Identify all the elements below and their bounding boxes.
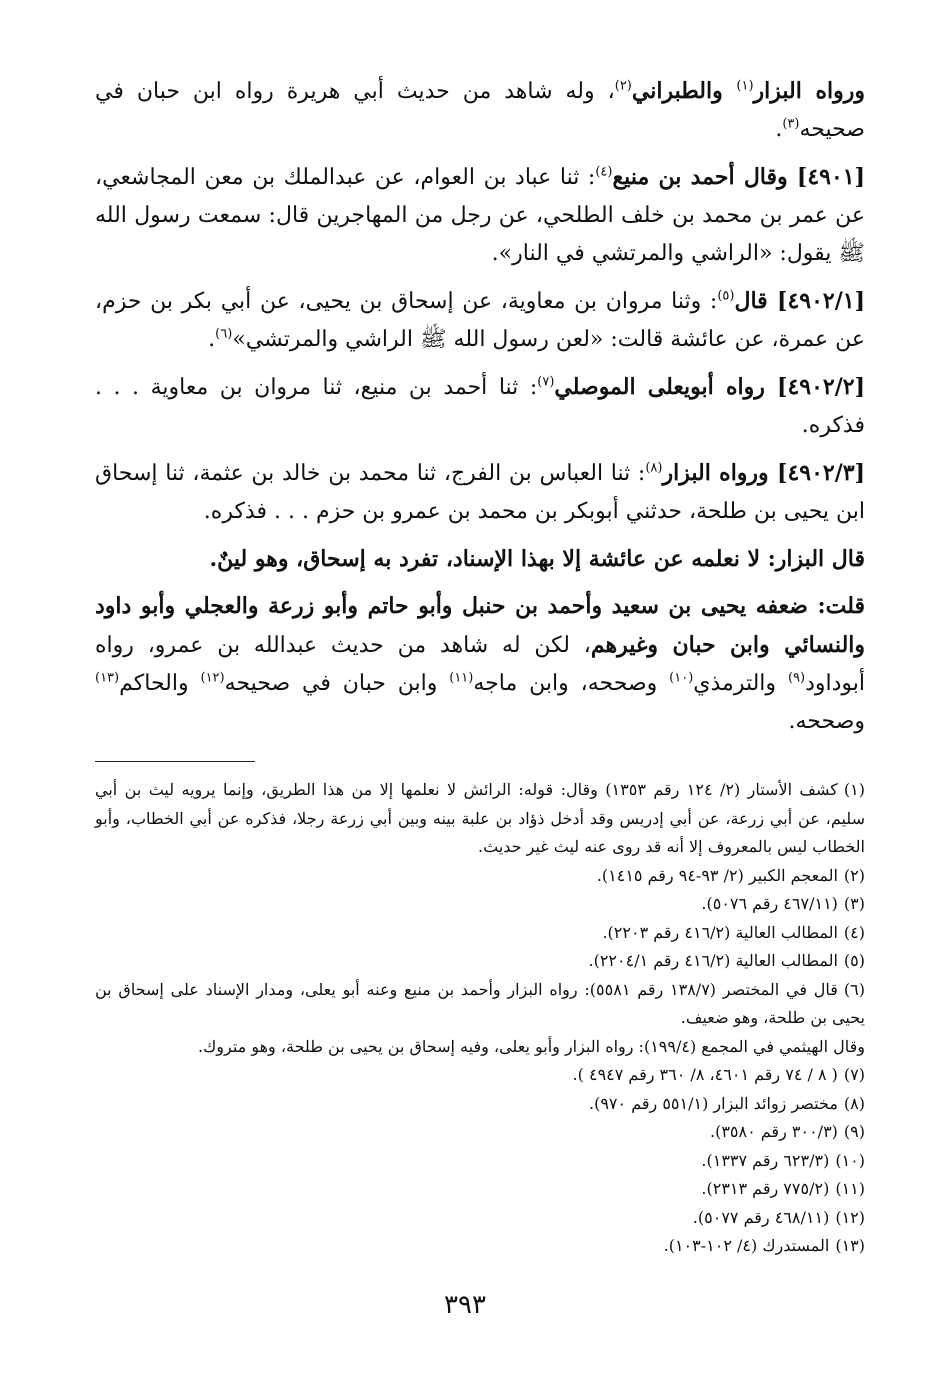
footnote-number: (٤): [843, 922, 865, 942]
paragraph-text: وابن حبان في صحيحه: [224, 671, 450, 696]
footnote-ref: (٦): [215, 326, 233, 342]
footnote-text: (٧٧٥/٢ رقم ٢٣١٣).: [701, 1179, 830, 1198]
footnote-number: (٥): [843, 951, 865, 970]
footnote-item: [95, 976, 865, 1033]
footnote-text: كشف الأستار (٢/ ١٢٤ رقم ١٣٥٣) وقال: قوله: الرائش لا نعلمها إلا من هذا الطريق، وإنما يرويه ليث بن أبي سليم، عن أبي زرعة، عن أبي إدريس وقد أدخل ذؤاد بن علبة بينه وبين أبي زرعة رجلا، فذكره عن أبي الخطاب، وأبو الخطاب ليس بالمعروف إلا أنه قد روى عنه ليث غير حديث.: [95, 780, 865, 856]
footnote-text: المعجم الكبير (٢/ ٩٣-٩٤ رقم ١٤١٥).: [596, 865, 838, 885]
paragraph-text: ، لكن له شاهد من حديث عبدالله بن عمرو، رواه أبوداود: [95, 633, 866, 696]
footnote-item: [95, 1033, 865, 1062]
footnote-item: [95, 919, 865, 948]
footnote-item: [95, 1147, 865, 1176]
footnote-text: قال في المختصر (١٣٨/٧ رقم ٥٥٨١): رواه البزار وأحمد بن منيع وعنه أبو يعلى، ومدار الإسناد على إسحاق بن يحيى بن طلحة، وهو ضعيف.: [95, 979, 865, 1027]
footnote-item: [95, 1232, 865, 1261]
hadith-number: [٤٩٠١]: [787, 164, 865, 190]
footnote-number: (٦): [843, 979, 866, 999]
paragraph-1: [95, 72, 865, 149]
narrator-lead: ورواه البزار: [662, 460, 769, 486]
footnote-text: المطالب العالية (٤١٦/٢ رقم ٢٢٠٤/١).: [588, 951, 838, 970]
footnote-divider: [95, 761, 255, 762]
footnote-text: ( ٨ / ٧٤ رقم ٤٦٠١، ٨/ ٣٦٠ رقم ٤٩٤٧ ).: [572, 1065, 838, 1084]
footnote-ref: (١٢): [200, 670, 225, 686]
footnote-item: [95, 1118, 865, 1147]
hadith-text: : ثنا أحمد بن منيع، ثنا مروان بن معاوية . . . فذكره.: [95, 375, 865, 438]
hadith-number: [٤٩٠٢/٢]: [764, 374, 865, 400]
paragraph-text: والحاكم: [119, 671, 201, 696]
footnote-number: (١): [843, 780, 865, 799]
hadith-text: : وثنا مروان بن معاوية، عن إسحاق بن يحيى، عن أبي بكر بن حزم، عن عمرة، عن عائشة قالت: «لعن رسول الله ﷺ الراشي والمرتشي»: [95, 289, 865, 352]
footnote-ref: (٣): [782, 116, 800, 132]
footnote-item: [95, 890, 865, 919]
book-page: [95, 72, 865, 1261]
footnote-ref: (٤): [595, 164, 613, 180]
footnote-number: (٣): [843, 894, 865, 913]
footnote-text: (٤٦٨/١١ رقم ٥٠٧٧).: [692, 1207, 830, 1227]
footnote-number: (٧): [843, 1065, 865, 1084]
paragraph-text: والترمذي: [693, 671, 788, 696]
footnote-text: مختصر زوائد البزار (٥٥١/١ رقم ٩٧٠).: [589, 1093, 838, 1113]
footnote-item: [95, 862, 865, 891]
footnote-item: [95, 1204, 865, 1233]
author-comment: [95, 587, 865, 741]
footnote-ref: (٩): [787, 670, 806, 686]
source-name: ورواه البزار: [753, 78, 866, 104]
footnote-ref: (٥): [717, 288, 735, 304]
footnote-ref: (١): [736, 78, 754, 94]
main-text: [95, 72, 865, 741]
hadith-text: : ثنا العباس بن الفرج، ثنا محمد بن خالد بن عثمة، ثنا إسحاق ابن يحيى بن طلحة، حدثني أبوبكر بن محمد بن عمرو بن حزم . . . فذكره.: [95, 461, 865, 524]
footnote-item: [95, 947, 865, 976]
hadith-4902-1: [95, 282, 865, 359]
paragraph-text: وصححه، وابن ماجه: [473, 671, 670, 696]
footnote-number: (٨): [843, 1093, 865, 1113]
footnote-text: المستدرك (٤/ ١٠٢-١٠٣).: [663, 1236, 830, 1255]
hadith-number: [٤٩٠٢/١]: [767, 288, 865, 314]
footnote-ref: (٨): [645, 460, 663, 476]
footnote-text: (٦٢٣/٣ رقم ١٣٣٧).: [701, 1150, 830, 1170]
footnote-item: [95, 1175, 865, 1204]
hadith-number: [٤٩٠٢/٣]: [768, 460, 865, 486]
footnotes-list: [95, 776, 865, 1261]
footnote-text: (٣٠٠/٣ رقم ٣٥٨٠).: [709, 1122, 838, 1141]
footnote-text: وقال الهيثمي في المجمع (١٩٩/٤): رواه البزار وأبو يعلى، وفيه إسحاق بن يحيى بن طلحة، وهو متروك.: [198, 1036, 865, 1056]
hadith-4901: [95, 158, 865, 273]
footnote-number: (٩): [843, 1122, 865, 1141]
hadith-text: .: [208, 327, 216, 352]
paragraph-text: وصححه.: [788, 709, 865, 734]
paragraph-text: ، وله شاهد من حديث أبي هريرة رواه ابن حبان في صحيحه: [95, 79, 865, 142]
hadith-4902-2: [95, 368, 865, 445]
bazzar-comment: قال البزار: لا نعلمه عن عائشة إلا بهذا الإسناد، تفرد به إسحاق، وهو لينٌ.: [209, 546, 865, 572]
footnote-number: (١٣): [835, 1236, 865, 1255]
footnote-ref: (١٠): [669, 670, 694, 686]
footnote-number: (١٠): [835, 1150, 865, 1170]
footnote-ref: (٧): [537, 374, 555, 390]
footnote-ref: (١٣): [95, 670, 120, 686]
footnote-ref: (١١): [449, 670, 474, 686]
narrator-lead: وقال أحمد بن منيع: [612, 164, 788, 190]
paragraph-text: .: [775, 117, 783, 142]
footnote-divider-wrap: [95, 761, 865, 762]
source-name: والطبراني: [631, 78, 737, 104]
footnote-text: المطالب العالية (٤١٦/٢ رقم ٢٢٠٣).: [602, 922, 838, 942]
hadith-4902-3: [95, 454, 865, 531]
footnote-item: [95, 1090, 865, 1119]
footnote-number: (١٢): [835, 1207, 865, 1227]
footnote-text: (٤٦٧/١١ رقم ٥٠٧٦).: [701, 894, 838, 913]
footnote-item: [95, 776, 865, 862]
page-number: ٣٩٣: [444, 1290, 486, 1320]
footnote-item: [95, 1061, 865, 1090]
comment-lead: قلت: ضعفه يحيى بن سعيد وأحمد بن حنبل وأبو حاتم وأبو زرعة والعجلي وأبو داود والنسائي وابن حبان وغيرهم: [95, 593, 866, 658]
footnote-number: (١١): [835, 1179, 865, 1198]
footnote-ref: (٢): [614, 78, 632, 94]
hadith-text: : ثنا عباد بن العوام، عن عبدالملك بن معن المجاشعي، عن عمر بن محمد بن خلف الطلحي، عن رجل من المهاجرين قال: سمعت رسول الله ﷺ يقول: «الراشي والمرتشي في النار».: [95, 165, 865, 266]
narrator-lead: قال: [734, 288, 768, 314]
narrator-lead: رواه أبويعلى الموصلي: [554, 374, 765, 400]
footnote-number: (٢): [843, 865, 865, 885]
